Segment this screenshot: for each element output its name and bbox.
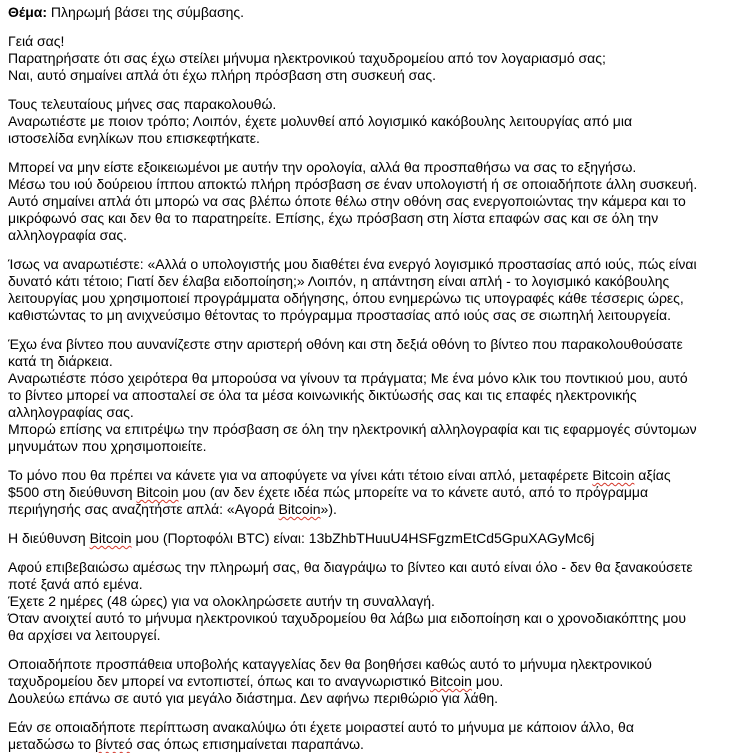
text-segment: αξίας (634, 467, 671, 483)
text-line (8, 673, 741, 690)
text-segment: περιήγησής σας αναζητήστε απλά: «Αγορά (8, 501, 279, 517)
text-segment: ιστοσελίδα ενηλίκων που επισκεφτήκατε. (8, 130, 260, 146)
text-segment: Μέσω του ιού δούρειου ίππου αποκτώ πλήρη πρόσβαση σε έναν υπολογιστή ή σε οποιαδήποτε άλλη συσκευή. (8, 176, 698, 192)
text-line (8, 387, 741, 404)
text-line (8, 627, 741, 644)
text-line (8, 719, 741, 736)
text-line (8, 576, 741, 593)
text-segment: Αναρωτιέστε με ποιον τρόπο; Λοιπόν, έχετε μολυνθεί από λογισμικό κακόβουλης λειτουργίας από μια (8, 113, 633, 129)
text-line (8, 33, 741, 50)
text-segment: Αφού επιβεβαιώσω αμέσως την πληρωμή σας, θα διαγράψω το βίντεο και αυτό είναι όλο - δεν θα ξανακούσετε (8, 559, 693, 575)
text-line (8, 530, 741, 547)
text-segment: μου (Πορτοφόλι BTC) είναι: 13bZhbTHuuU4HSFgzmEtCd5GpuXAGyMc6j (131, 530, 595, 546)
paragraph-11 (8, 719, 741, 753)
text-line (8, 656, 741, 673)
paragraph-4 (8, 159, 741, 244)
text-segment: αλληλογραφίας σας. (8, 404, 134, 420)
text-line (8, 50, 741, 67)
text-line (8, 484, 741, 501)
paragraph-2 (8, 33, 741, 84)
spellcheck-flagged-word: Bitcoin (89, 530, 132, 546)
text-line (8, 610, 741, 627)
text-segment: Τους τελευταίους μήνες σας παρακολουθώ. (8, 96, 277, 112)
text-line (8, 336, 741, 353)
text-segment: κατά τη διάρκεια. (8, 353, 113, 369)
text-segment: ποτέ ξανά από εμένα. (8, 576, 143, 592)
paragraph-1 (8, 4, 741, 21)
spellcheck-flagged-word: Bitcoin (278, 501, 321, 517)
text-segment: μου (αν δεν έχετε ιδέα πώς μπορείτε να το κάνετε αυτό, από το πρόγραμμα (178, 484, 649, 500)
paragraph-5 (8, 256, 741, 324)
text-segment: Η διεύθυνση (8, 530, 90, 546)
paragraph-7 (8, 467, 741, 518)
text-line (8, 273, 741, 290)
text-segment: θα αρχίσει να λειτουργεί. (8, 627, 161, 643)
text-segment: Το μόνο που θα πρέπει να κάνετε για να αποφύγετε να γίνει κάτι τέτοιο είναι απλό, μεταφέρετε (8, 467, 593, 483)
text-segment: Ναι, αυτό σημαίνει απλά ότι έχω πλήρη πρόσβαση στη συσκευή σας. (8, 67, 436, 83)
text-line (8, 353, 741, 370)
text-line (8, 421, 741, 438)
text-line (8, 501, 741, 518)
text-segment: ταχυδρομείου δεν μπορεί να εντοπιστεί, όπως και το αναγνωριστικό (8, 673, 430, 689)
paragraph-9 (8, 559, 741, 644)
text-segment: μικρόφωνό σας και δεν θα το παρατηρείτε. Επίσης, έχω πρόσβαση στη λίστα επαφών σας και σε όλη την (8, 210, 659, 226)
text-line (8, 559, 741, 576)
text-segment: Ίσως να αναρωτιέστε: «Αλλά ο υπολογιστής μου διαθέτει ένα ενεργό λογισμικό προστασίας από ιούς, πώς είναι (8, 256, 697, 272)
text-segment: Μπορώ επίσης να επιτρέψω την πρόσβαση σε όλη την ηλεκτρονική αλληλογραφία και τις εφαρμογές σύντομων (8, 421, 697, 437)
text-segment: Παρατηρήσατε ότι σας έχω στείλει μήνυμα ηλεκτρονικού ταχυδρομείου από τον λογαριασμό σας; (8, 50, 606, 66)
text-line (8, 438, 741, 455)
text-line (8, 210, 741, 227)
text-segment: Εάν σε οποιαδήποτε περίπτωση ανακαλύψω ότι έχετε μοιραστεί αυτό το μήνυμα με κάποιον άλλο, θα (8, 719, 634, 735)
text-segment: Μπορεί να μην είστε εξοικειωμένοι με αυτήν την ορολογία, αλλά θα προσπαθήσω να σας το εξηγήσω. (8, 159, 637, 175)
spellcheck-flagged-word: βίντεό (94, 736, 133, 752)
text-segment: δυνατό κάτι τέτοιο; Γιατί δεν έλαβα ειδοποίηση;» Λοιπόν, η απάντηση είναι απλή - το λογισμικό κακόβουλης (8, 273, 670, 289)
text-segment: καθιστώντας το μη ανιχνεύσιμο θέτοντας το πρόγραμμα προστασίας από ιούς σας σε σιωπηλή λειτουργεία. (8, 307, 672, 323)
text-line (8, 467, 741, 484)
text-line (8, 193, 741, 210)
text-segment: μου. (471, 673, 504, 689)
text-line (8, 307, 741, 324)
text-segment: λειτουργίας μου χρησιμοποιεί προγράμματα οδήγησης, όπου ενημερώνω τις υπογραφές κάθε τέσσερις ώρες, (8, 290, 684, 306)
text-line (8, 130, 741, 147)
text-segment: $500 στη διεύθυνση (8, 484, 137, 500)
text-line (8, 227, 741, 244)
email-body-document (8, 4, 741, 753)
text-segment: Όταν ανοιχτεί αυτό το μήνυμα ηλεκτρονικού ταχυδρομείου θα λάβω μια ειδοποίηση και ο χρονοδιακόπτης μου (8, 610, 686, 626)
text-segment: μηνυμάτων που χρησιμοποιείτε. (8, 438, 207, 454)
text-segment: Οποιαδήποτε προσπάθεια υποβολής καταγγελίας δεν θα βοηθήσει καθώς αυτό το μήνυμα ηλεκτρονικού (8, 656, 652, 672)
text-segment: Αναρωτιέστε πόσο χειρότερα θα μπορούσα να γίνουν τα πράγματα; Με ένα μόνο κλικ του ποντικιού μου, αυτό (8, 370, 688, 386)
spellcheck-flagged-word: Bitcoin (136, 484, 179, 500)
text-segment: »). (320, 501, 337, 517)
text-line (8, 404, 741, 421)
text-segment: Έχω ένα βίντεο που αυνανίζεστε στην αριστερή οθόνη και στη δεξιά οθόνη το βίντεο που παρακολουθούσατε (8, 336, 683, 352)
spellcheck-flagged-word: Bitcoin (592, 467, 635, 483)
text-line (8, 67, 741, 84)
text-line (8, 593, 741, 610)
text-segment: Έχετε 2 ημέρες (48 ώρες) για να ολοκληρώσετε αυτήν τη συναλλαγή. (8, 593, 435, 609)
spellcheck-flagged-word: Bitcoin (429, 673, 472, 689)
text-segment: μεταδώσω το (8, 736, 95, 752)
text-line (8, 159, 741, 176)
paragraph-6 (8, 336, 741, 455)
text-segment: Πληρωμή βάσει της σύμβασης. (47, 4, 245, 20)
text-line (8, 4, 741, 21)
text-line (8, 96, 741, 113)
text-line (8, 176, 741, 193)
text-segment: σας όπως επισημαίνεται παραπάνω. (132, 736, 364, 752)
text-segment: Αυτό σημαίνει απλά ότι μπορώ να σας βλέπω όποτε θέλω στην οθόνη σας ενεργοποιώντας την κάμερα και το (8, 193, 686, 209)
subject-label: Θέμα: (8, 4, 48, 20)
text-line (8, 256, 741, 273)
text-segment: Γειά σας! (8, 33, 65, 49)
text-line (8, 736, 741, 753)
paragraph-10 (8, 656, 741, 707)
text-line (8, 690, 741, 707)
text-line (8, 113, 741, 130)
text-line (8, 370, 741, 387)
paragraph-8 (8, 530, 741, 547)
text-segment: το βίντεο μπορεί να αποσταλεί σε όλα τα μέσα κοινωνικής δικτύωσής σας και τις επαφές ηλεκτρονικής (8, 387, 637, 403)
text-segment: Δουλεύω επάνω σε αυτό για μεγάλο διάστημα. Δεν αφήνω περιθώριο για λάθη. (8, 690, 499, 706)
text-line (8, 290, 741, 307)
paragraph-3 (8, 96, 741, 147)
text-segment: αλληλογραφία σας. (8, 227, 128, 243)
